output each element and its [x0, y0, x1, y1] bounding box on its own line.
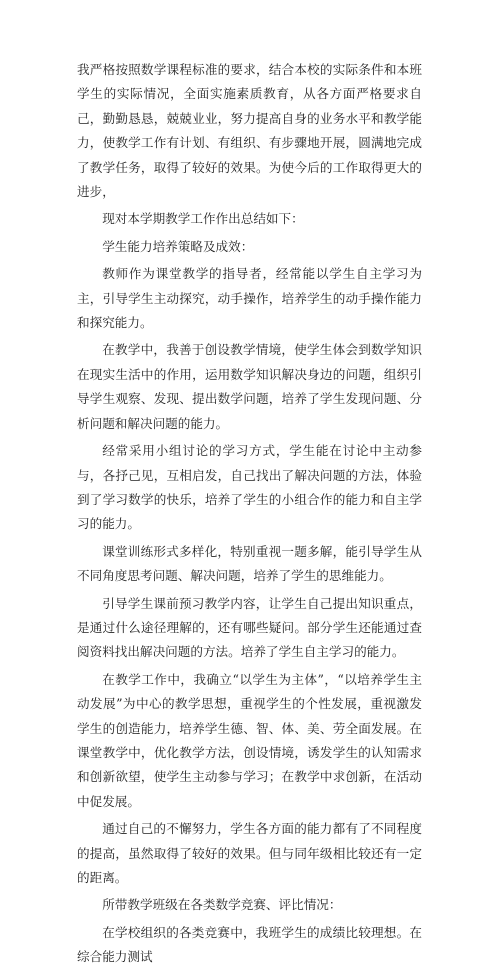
section-heading-competitions: 所带教学班级在各类数学竞赛、评比情况：: [102, 897, 342, 913]
paragraph-teacher-role: 教师作为课堂教学的指导者，经常能以学生自主学习为主，引导学生主动探究，动手操作，培养学生的动手操作能力和探究能力。: [77, 266, 422, 331]
paragraph-preview: 引导学生课前预习教学内容，让学生自己提出知识重点，是通过什么途径理解的，还有哪些疑问。部分学生还能通过查阅资料找出解决问题的方法。培养了学生自主学习的能力。: [77, 595, 422, 660]
paragraph-results: 通过自己的不懈努力，学生各方面的能力都有了不同程度的提高，虽然取得了较好的效果。但与同年级相比较还有一定的距离。: [77, 821, 422, 885]
paragraph-group-discussion: 经常采用小组讨论的学习方式，学生能在讨论中主动参与，各抒己见，互相启发，自己找出了解决问题的方法，体验到了学习数学的快乐，培养了学生的小组合作的能力和自主学习的能力。: [77, 443, 422, 532]
section-heading-ability: 学生能力培养策略及成效：: [102, 238, 254, 254]
paragraph-intro: 我严格按照数学课程标准的要求，结合本校的实际条件和本班学生的实际情况，全面实施素质教育，从各方面严格要求自己，勤勤恳恳，兢兢业业，努力提高自身的业务水平和教学能力，使教学工作有计划、有组织、有步骤地开展，圆满地完成了教学任务，取得了较好的效果。为使今后的工作取得更大的进步，: [77, 62, 422, 200]
paragraph-summary-lead: 现对本学期教学工作作出总结如下：: [102, 211, 304, 227]
paragraph-philosophy: 在教学工作中，我确立“以学生为主体”，“以培养学生主动发展”为中心的教学思想，重视学生的个性发展，重视激发学生的创造能力，培养学生德、智、体、美、劳全面发展。在课堂教学中，优化教学方法，创设情境，诱发学生的认知需求和创新欲望，使学生主动参与学习；在教学中求创新，在活动中促发展。: [77, 671, 422, 809]
paragraph-competitions: 在学校组织的各类竞赛中，我班学生的成绩比较理想。在综合能力测试: [77, 924, 422, 965]
document-page: [77, 58, 422, 973]
paragraph-classroom-training: 课堂训练形式多样化，特别重视一题多解，能引导学生从不同角度思考问题、解决问题，培养了学生的思维能力。: [77, 543, 422, 584]
paragraph-situation: 在教学中，我善于创设教学情境，使学生体会到数学知识在现实生活中的作用，运用数学知识解决身边的问题，组织引导学生观察、发现、提出数学问题，培养了学生发现问题、分析问题和解决问题的能力。: [77, 342, 422, 431]
